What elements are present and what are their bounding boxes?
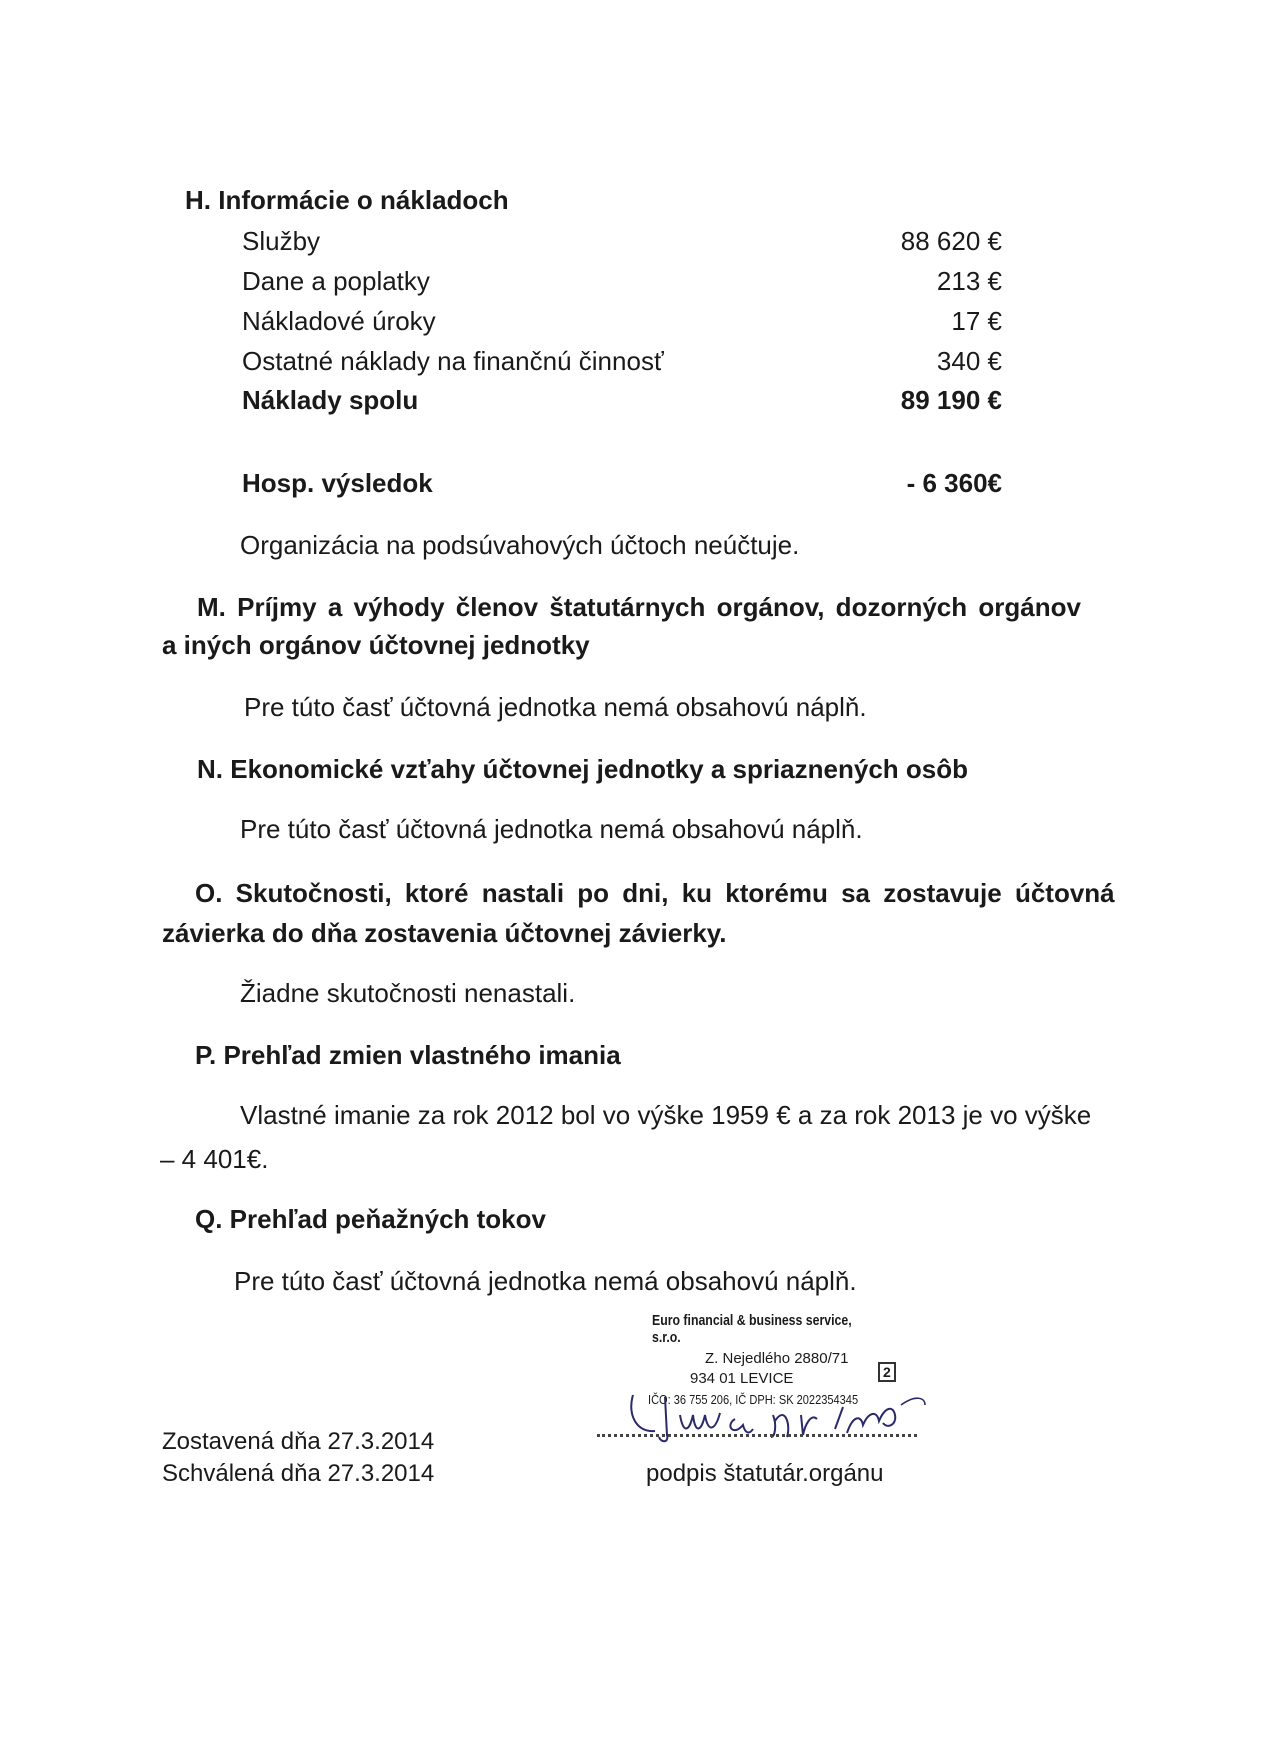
result-value: - 6 360€ — [906, 468, 1002, 498]
stamp-street: Z. Nejedlého 2880/71 — [705, 1350, 849, 1367]
result-label: Hosp. výsledok — [242, 468, 433, 498]
signature-line — [597, 1434, 917, 1437]
cost-row-value: 340 € — [936, 346, 1002, 376]
stamp-number: 2 — [878, 1362, 896, 1382]
cost-row-value: 17 € — [951, 306, 1002, 336]
total-value: 89 190 € — [900, 385, 1002, 415]
total-label: Náklady spolu — [242, 385, 419, 415]
section-o-heading: O. Skutočnosti, ktoré nastali po dni, ku ktorému sa zostavuje účtovná — [195, 878, 1115, 908]
approved-date: Schválená dňa 27.3.2014 — [162, 1460, 435, 1487]
section-q-text: Pre túto časť účtovná jednotka nemá obsahovú náplň. — [234, 1266, 857, 1296]
section-m-heading-cont: a iných orgánov účtovnej jednotky — [162, 630, 590, 660]
section-o-text: Žiadne skutočnosti nenastali. — [240, 978, 576, 1008]
section-m-text: Pre túto časť účtovná jednotka nemá obsahovú náplň. — [244, 692, 867, 722]
section-q-heading: Q. Prehľad peňažných tokov — [195, 1204, 546, 1234]
section-n-heading: N. Ekonomické vzťahy účtovnej jednotky a spriaznených osôb — [197, 754, 968, 784]
section-n-text: Pre túto časť účtovná jednotka nemá obsahovú náplň. — [240, 814, 863, 844]
cost-row-value: 213 € — [936, 266, 1002, 296]
cost-row-value: 88 620 € — [900, 226, 1002, 256]
cost-row-label: Ostatné náklady na finančnú činnosť — [242, 346, 664, 376]
stamp-ids: IČO: 36 755 206, IČ DPH: SK 2022354345 — [648, 1392, 859, 1407]
stamp-city: 934 01 LEVICE — [690, 1370, 794, 1387]
section-m-heading: M. Príjmy a výhody členov štatutárnych orgánov, dozorných orgánov — [197, 592, 1081, 622]
section-o-heading-cont: závierka do dňa zostavenia účtovnej závierky. — [162, 918, 727, 948]
compiled-date: Zostavená dňa 27.3.2014 — [162, 1428, 435, 1455]
section-p-text: Vlastné imanie za rok 2012 bol vo výške 1959 € a za rok 2013 je vo výške — [240, 1100, 1092, 1130]
section-p-text-cont: – 4 401€. — [160, 1144, 269, 1174]
cost-row-label: Dane a poplatky — [242, 266, 430, 296]
signature-caption: podpis štatutár.orgánu — [646, 1460, 884, 1487]
section-p-heading: P. Prehľad zmien vlastného imania — [195, 1040, 621, 1070]
cost-row-label: Služby — [242, 226, 321, 256]
stamp-company: Euro financial & business service, s.r.o. — [652, 1312, 852, 1346]
cost-row-label: Nákladové úroky — [242, 306, 436, 336]
off-balance-note: Organizácia na podsúvahových účtoch neúčtuje. — [240, 530, 800, 560]
section-h-heading: H. Informácie o nákladoch — [185, 185, 509, 215]
